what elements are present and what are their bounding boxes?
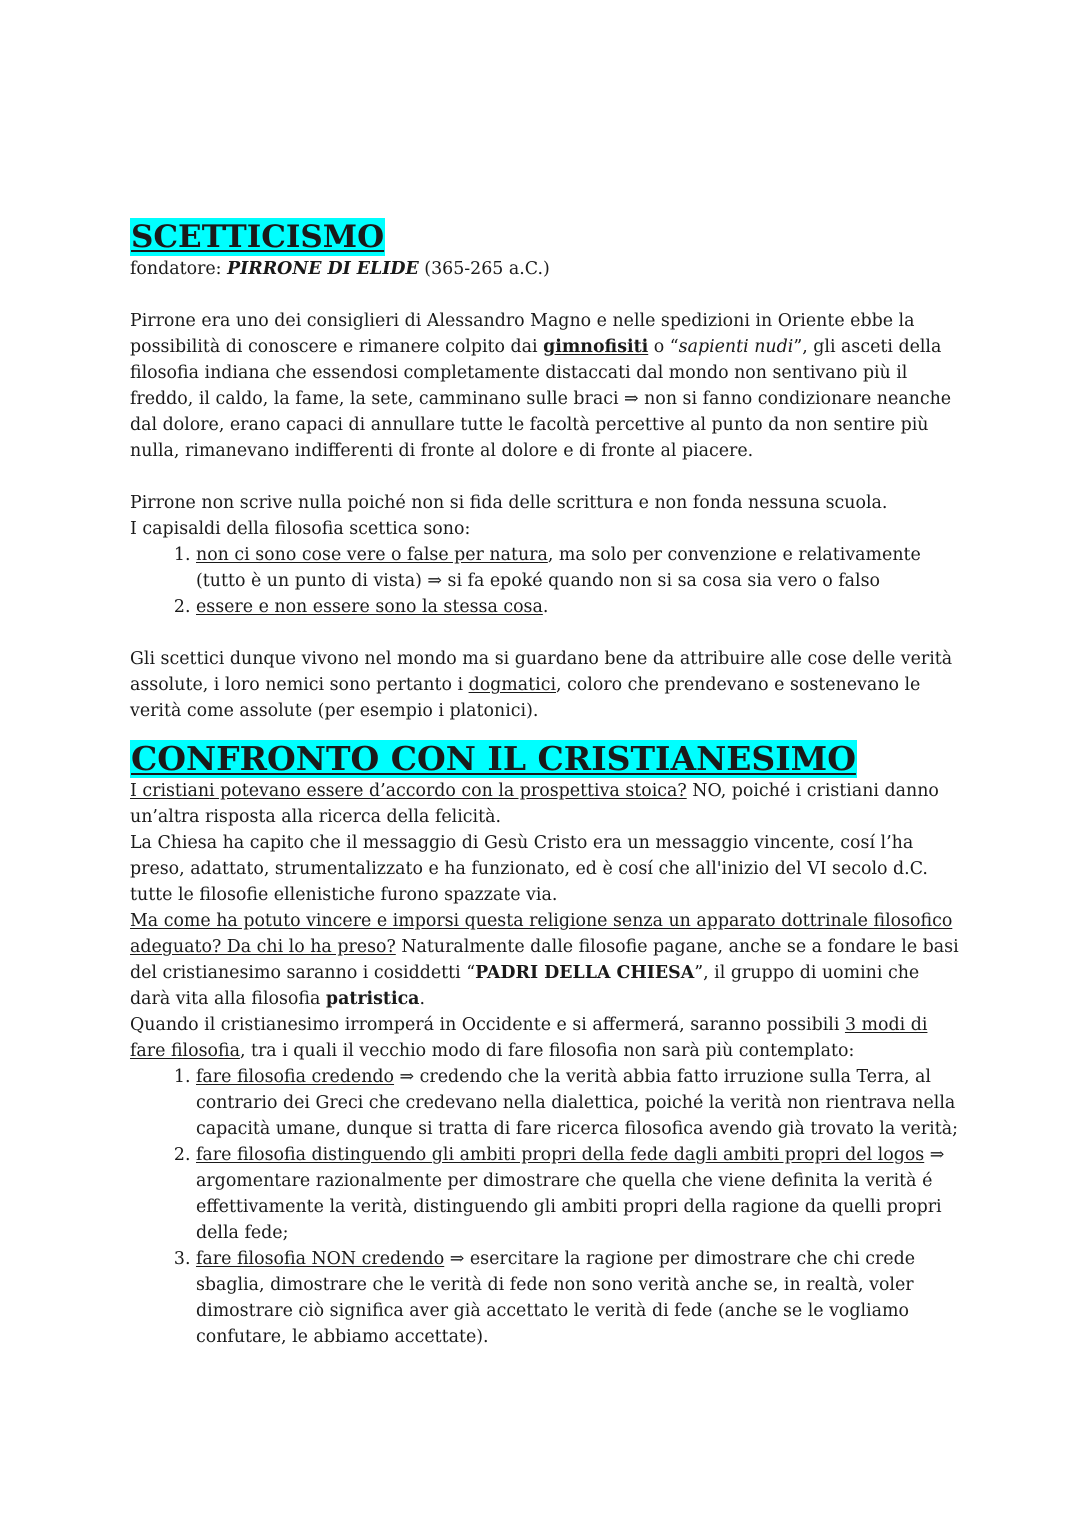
list-item — [196, 542, 960, 594]
founder-label: fondatore: — [130, 259, 228, 279]
list-item-text: , ma solo per convenzione e relativamente (tutto è un punto di vista) ⇒ si fa epoké quando non si sa cosa sia vero o falso — [196, 545, 921, 591]
list-item — [196, 594, 960, 620]
list-item-underlined: fare filosofia distinguendo gli ambiti propri della fede dagli ambiti propri del logos — [196, 1145, 925, 1165]
document-content — [130, 218, 960, 1350]
paragraph-modi — [130, 1012, 960, 1064]
list-item-text: ⇒ credendo che la verità abbia fatto irruzione sulla Terra, al contrario dei Greci che credevano nella dialettica, poiché la verità non rientrava nella capacità umane, dunque si tratta di fare ricerca filosofica avendo già trovato la verità; — [196, 1067, 958, 1139]
text-run: Naturalmente dalle filosofie pagane, anche se a fondare le basi del cristianesimo saranno i cosiddetti “ — [130, 937, 959, 983]
term-3-modi: 3 modi di fare filosofia — [130, 1015, 928, 1061]
text-run: Pirrone era uno dei consiglieri di Alessandro Magno e nelle spedizioni in Oriente ebbe la possibilità di conoscere e rimanere colpito dai — [130, 311, 915, 357]
list-modi — [130, 1064, 960, 1350]
text-run: ”, gli asceti della filosofia indiana che essendosi completamente distaccati dal mondo non sentivano più il freddo, il caldo, la fame, la sete, camminano sulle braci ⇒ non si fanno condizionare neanche dal dolore, erano capaci di annullare tutte le facoltà percettive al punto da non sentire più nulla, rimanevano indifferenti di fronte al dolore e di fronte al piacere. — [130, 337, 952, 461]
list-item-underlined: fare filosofia credendo — [196, 1067, 395, 1087]
paragraph-pirrone — [130, 308, 960, 464]
paragraph-scettici — [130, 646, 960, 724]
list-item — [196, 1064, 960, 1142]
heading-cristianesimo: CONFRONTO CON IL CRISTIANESIMO — [131, 739, 856, 778]
list-item-text: ⇒ argomentare razionalmente per dimostrare che quella che viene definita la verità é effettivamente la verità, distinguendo gli ambiti propri della ragione da quelli propri della fede; — [196, 1145, 945, 1243]
text-run: , coloro che prendevano e sostenevano le verità come assolute (per esempio i platonici). — [130, 675, 921, 721]
founder-line — [130, 256, 960, 282]
text-run: . — [419, 989, 425, 1009]
text-run: NO, poiché i cristiani danno un’altra risposta alla ricerca della felicità. — [130, 781, 939, 827]
list-item — [196, 1142, 960, 1246]
paragraph-chiesa: La Chiesa ha capito che il messaggio di Gesù Cristo era un messaggio vincente, cosí l’ha preso, adattato, strumentalizzato e ha funzionato, ed è cosí che all'inizio del VI secolo d.C. tutte le filosofie ellenistiche furono spazzate via. — [130, 833, 928, 905]
paragraph-capisaldi: I capisaldi della filosofia scettica sono: — [130, 519, 471, 539]
text-run: Quando il cristianesimo irromperá in Occidente e si affermerá, saranno possibili — [130, 1015, 845, 1035]
list-item-underlined: essere e non essere sono la stessa cosa — [196, 597, 543, 617]
text-run: ”, il gruppo di uomini che darà vita alla filosofia — [130, 963, 920, 1009]
list-item-underlined: fare filosofia NON credendo — [196, 1249, 445, 1269]
term-patristica: patristica — [325, 989, 420, 1009]
founder-name: PIRRONE DI ELIDE — [227, 259, 419, 279]
paragraph-padri — [130, 908, 960, 1012]
founder-dates: (365-265 a.C.) — [418, 259, 550, 279]
list-item-text: . — [542, 597, 549, 617]
list-item-text: ⇒ esercitare la ragione per dimostrare che chi crede sbaglia, dimostrare che le verità di fede non sono verità anche se, in realtà, voler dimostrare ciò significa aver già accettato le verità di fede (anche se le vogliamo confutare, le abbiamo accettate). — [196, 1249, 916, 1347]
list-item — [196, 1246, 960, 1350]
heading-scetticismo: SCETTICISMO — [131, 219, 385, 255]
paragraph-domanda-stoica — [130, 778, 960, 830]
term-gimnofisiti: gimnofisiti — [543, 337, 649, 357]
text-run: , tra i quali il vecchio modo di fare filosofia non sarà più contemplato: — [239, 1041, 855, 1061]
list-capisaldi — [130, 542, 960, 620]
question-underlined: Ma come ha potuto vincere e imporsi questa religione senza un apparato dottrinale filosofico adeguato? Da chi lo ha preso? — [130, 911, 953, 957]
term-dogmatici: dogmatici — [468, 675, 557, 695]
list-item-underlined: non ci sono cose vere o false per natura — [196, 545, 548, 565]
question-underlined: I cristiani potevano essere d’accordo con la prospettiva stoica? — [130, 781, 687, 801]
term-sapienti-nudi: sapienti nudi — [678, 337, 794, 357]
text-run: Gli scettici dunque vivono nel mondo ma si guardano bene da attribuire alle cose delle verità assolute, i loro nemici sono pertanto i — [130, 649, 953, 695]
text-run: o “ — [648, 337, 679, 357]
term-padri-chiesa: PADRI DELLA CHIESA — [475, 963, 695, 983]
paragraph-scrittura: Pirrone non scrive nulla poiché non si fida delle scrittura e non fonda nessuna scuola. — [130, 493, 888, 513]
